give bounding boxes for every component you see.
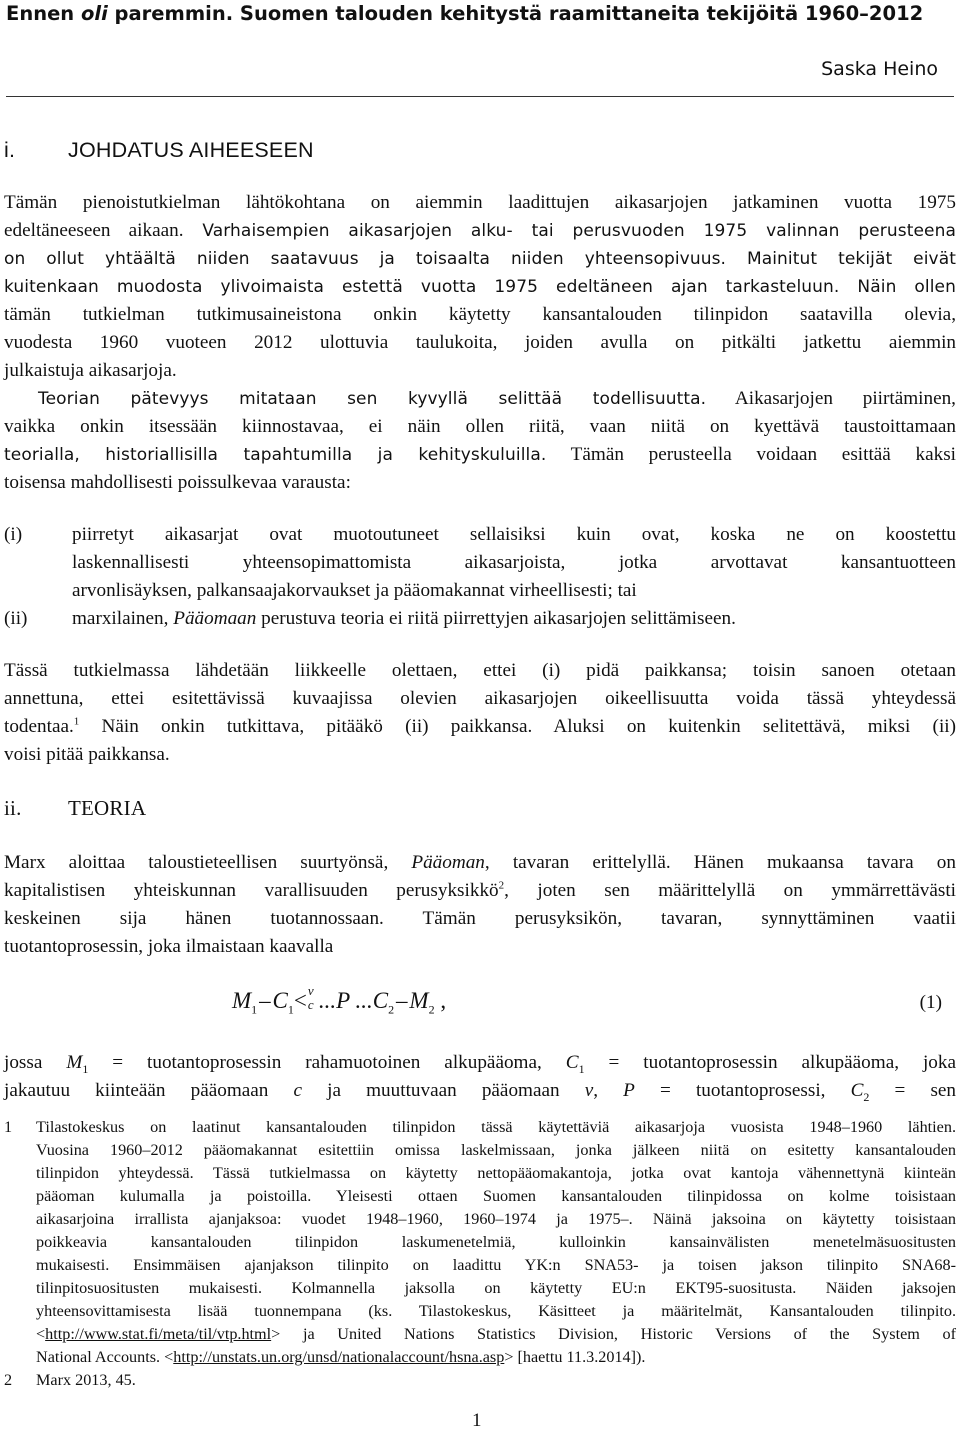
unstats-link[interactable]: http://unstats.un.org/unsd/nationalaccount/hsna.asp [173, 1348, 505, 1366]
list-item-line: laskennallisesti yhteensopimattomista aikasarjoista, jotka arvottavat kansantuotteen [72, 552, 956, 573]
footnote-reference[interactable]: 1 [73, 715, 80, 728]
paragraph-line: edeltäneeseen aikaan. Varhaisempien aikasarjojen alku- tai perusvuoden 1975 valinnan perusteena [4, 220, 957, 241]
paragraph-line: Tässä tutkielmassa lähdetään liikkeelle olettaen, ettei (i) pidä paikkansa; toisin sanoen otetaan [4, 660, 956, 681]
paragraph-line: keskeinen sija hänen tuotannossaan. Tämän perusyksikön, tavaran, synnyttäminen vaatii [4, 908, 956, 929]
equation-number: (1) [919, 992, 942, 1013]
footnote-line: yhteensovittamisesta lisää tuonnempana (ks. Tilastokeskus, Käsitteet ja määritelmät, Kansantalouden tilinpito. [36, 1302, 956, 1320]
paragraph-line: teorialla, historiallisilla tapahtumilla ja kehityskuluilla. Tämän perusteella voidaan esittää kaksi [4, 444, 956, 465]
author-name: Saska Heino [821, 58, 938, 80]
paragraph-line: vuodesta 1960 vuoteen 2012 ulottuvia taulukoita, joiden avulla on pitkälti jatkettu aiemmin [4, 332, 956, 353]
production-formula: $M_1$ – $C_1<$ v c ...P $...C_2$ – $M_2$ , [232, 982, 447, 1017]
paragraph-line: Tämän pienoistutkielman lähtökohtana on aiemmin laadittujen aikasarjojen jatkaminen vuotta 1975 [4, 192, 956, 213]
section-heading-introduction: i. JOHDATUS AIHEESEEN [4, 138, 314, 162]
paragraph-line: Marx aloittaa taloustieteellisen suurtyönsä, Pääoman, tavaran erittelyllä. Hänen mukaansa tavara on [4, 852, 956, 873]
footnote-line: Marx 2013, 45. [36, 1371, 136, 1389]
paragraph-line: jakautuu kiinteään pääomaan c ja muuttuvaan pääomaan v, P = tuotantoprosessi, $C_2$ = sen [4, 1080, 957, 1104]
footnote-line: tilinpitosuositusten mukaisesti. Kolmannella jaksolla on käytetty EU:n EKT95-suositusta. Näiden jaksojen [36, 1279, 956, 1297]
page-number: 1 [472, 1410, 482, 1431]
footnote-marker: 1 [4, 1118, 13, 1136]
stat-fi-link[interactable]: http://www.stat.fi/meta/til/vtp.html [45, 1325, 272, 1343]
footnote-line: pääoman kulumalla ja poistoilla. Yleisesti ottaen Suomen kansantalouden tilinpidossa on kolme toisistaan [36, 1187, 956, 1205]
document-title: Ennen oli paremmin. Suomen talouden kehitystä raamittaneita tekijöitä 1960–2012 [6, 2, 924, 25]
paragraph-line: kapitalistisen yhteiskunnan varallisuuden perusyksikkö$^2$, joten sen määrittelyllä on ymmärrettävästi [4, 879, 956, 901]
paragraph-line: kuitenkaan muodosta ylivoimaista estettä vuotta 1975 edeltäneen ajan tarkasteluun. Näin ollen [4, 277, 956, 297]
section-heading-theory: ii. TEORIA [4, 796, 147, 820]
paragraph-line: todentaa.$^1$ Näin onkin tutkittava, pitääkö (ii) paikkansa. Aluksi on kuitenkin selitettävä, miksi (ii) [4, 715, 956, 737]
footnote-line: poikkeavia kansantalouden tilinpidon laskumenetelmiä, kulloinkin kansainvälisten menetelmäsuositusten [36, 1233, 956, 1251]
header-divider [6, 96, 954, 97]
paragraph-line: tämän tutkielman tutkimusaineistona onkin käytetty kansantalouden tilinpidon saatavilla olevia, [4, 304, 956, 325]
footnote-line: tilinpidon yhteydessä. Tässä tutkielmassa on käytetty nettopääomakantoja, jotka ovat kantoja vähennettynä kiinteän [36, 1164, 956, 1182]
list-item-label: (i) [4, 524, 23, 545]
footnote-line: <http://www.stat.fi/meta/til/vtp.html> ja United Nations Statistics Division, Historic Versions of the System of [36, 1325, 956, 1343]
paragraph-line: voisi pitää paikkansa. [4, 744, 170, 765]
paragraph-line: Teorian pätevyys mitataan sen kyvyllä selittää todellisuutta. Aikasarjojen piirtäminen, [38, 388, 956, 409]
paragraph-line: tuotantoprosessin, joka ilmaistaan kaavalla [4, 936, 334, 957]
footnote-reference[interactable]: 2 [498, 879, 505, 892]
footnote-line: aikasarjoina irrallista ajanjaksoa: vuodet 1948–1960, 1960–1974 ja 1975–. Näinä jaksoina on käytetty toisistaan [36, 1210, 956, 1228]
list-item-line: piirretyt aikasarjat ovat muotoutuneet sellaisiksi kuin ovat, koska ne on koostettu [72, 524, 956, 545]
footnote-line: Vuosina 1960–2012 pääomakannat esitettiin omissa laskelmissaan, jonka jälkeen niitä on esitetty kansantalouden [36, 1141, 956, 1159]
footnote-marker: 2 [4, 1371, 13, 1389]
list-item-label: (ii) [4, 608, 28, 629]
footnote-line: mukaisesti. Ensimmäisen ajanjakson tilinpito on laadittu YK:n SNA53- ja toisen jakson tilinpito SNA68- [36, 1256, 956, 1274]
list-item-line: arvonlisäyksen, palkansaajakorvaukset ja pääomakannat virheellisesti; tai [72, 580, 637, 601]
footnote-line: Tilastokeskus on laatinut kansantalouden tilinpidon tässä käytettäviä aikasarjoja vuosista 1948–1960 lähtien. [36, 1118, 956, 1136]
paragraph-line: annettuna, ettei esitettävissä kuvaajissa olevien aikasarjojen oikeellisuutta voida tässä yhteydessä [4, 688, 956, 709]
paragraph-line: jossa $M_1$ = tuotantoprosessin rahamuotoinen alkupääoma, $C_1$ = tuotantoprosessin alkupääoma, joka [4, 1052, 956, 1076]
paragraph-line: toisensa mahdollisesti poissulkevaa varausta: [4, 472, 351, 493]
list-item-line: marxilainen, Pääomaan perustuva teoria ei riitä piirrettyjen aikasarjojen selittämiseen. [72, 608, 736, 629]
footnote-line: National Accounts. <http://unstats.un.org/unsd/nationalaccount/hsna.asp> [haettu 11.3.2014]). [36, 1348, 646, 1366]
paragraph-line: on ollut yhtäältä niiden saatavuus ja toisaalta niiden yhteensopivuus. Mainitut tekijät eivät [4, 249, 956, 269]
paragraph-line: julkaistuja aikasarjoja. [4, 360, 177, 381]
paragraph-line: vaikka onkin itsessään kiinnostavaa, ei näin ollen riitä, vaan niitä on kyettävä taustoittamaan [4, 416, 956, 437]
